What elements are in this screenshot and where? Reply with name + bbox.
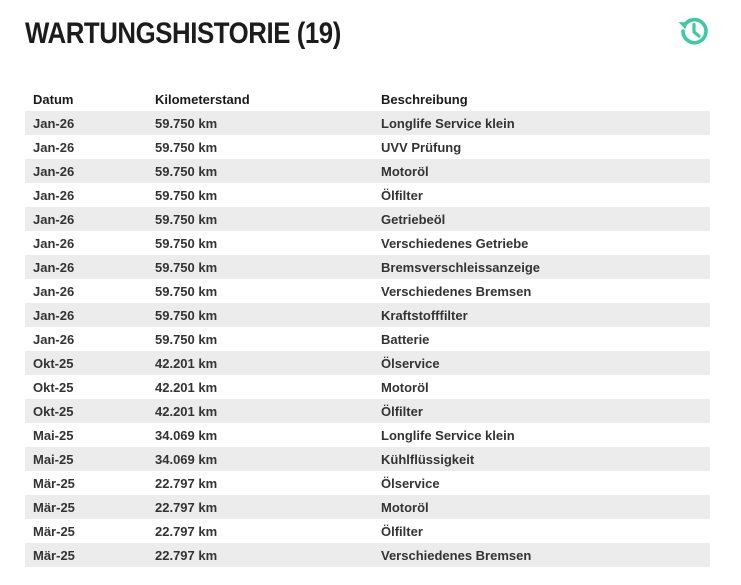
cell-description: Verschiedenes Bremsen bbox=[381, 547, 532, 563]
cell-mileage: 59.750 km bbox=[155, 187, 218, 203]
cell-mileage: 59.750 km bbox=[155, 163, 218, 179]
cell-description: Kühlflüssigkeit bbox=[381, 451, 475, 467]
cell-mileage: 59.750 km bbox=[155, 259, 218, 275]
table-row bbox=[25, 159, 710, 183]
table-row bbox=[25, 207, 710, 231]
cell-mileage: 59.750 km bbox=[155, 139, 218, 155]
cell-mileage: 22.797 km bbox=[155, 499, 218, 515]
cell-description: Kraftstofffilter bbox=[381, 307, 468, 323]
cell-description: Motoröl bbox=[381, 379, 429, 395]
table-row bbox=[25, 375, 710, 399]
table-row bbox=[25, 303, 710, 327]
cell-date: Okt-25 bbox=[33, 379, 74, 395]
cell-description: Motoröl bbox=[381, 163, 429, 179]
cell-date: Mär-25 bbox=[33, 547, 75, 563]
cell-date: Jan-26 bbox=[33, 283, 75, 299]
cell-date: Mär-25 bbox=[33, 499, 75, 515]
cell-mileage: 59.750 km bbox=[155, 307, 218, 323]
cell-date: Jan-26 bbox=[33, 187, 75, 203]
cell-description: Verschiedenes Bremsen bbox=[381, 283, 532, 299]
table-row bbox=[25, 495, 710, 519]
cell-mileage: 59.750 km bbox=[155, 115, 218, 131]
cell-description: Motoröl bbox=[381, 499, 429, 515]
cell-mileage: 34.069 km bbox=[155, 451, 218, 467]
table-row bbox=[25, 423, 710, 447]
table-row bbox=[25, 183, 710, 207]
cell-date: Jan-26 bbox=[33, 163, 75, 179]
cell-date: Jan-26 bbox=[33, 235, 75, 251]
cell-description: Ölservice bbox=[381, 355, 440, 371]
cell-mileage: 42.201 km bbox=[155, 403, 218, 419]
table-row bbox=[25, 543, 710, 567]
cell-date: Jan-26 bbox=[33, 307, 75, 323]
cell-date: Jan-26 bbox=[33, 211, 75, 227]
table-row bbox=[25, 255, 710, 279]
cell-description: Batterie bbox=[381, 331, 430, 347]
table-row bbox=[25, 327, 710, 351]
cell-description: Ölfilter bbox=[381, 523, 423, 539]
table-row bbox=[25, 471, 710, 495]
cell-description: Longlife Service klein bbox=[381, 115, 515, 131]
cell-mileage: 22.797 km bbox=[155, 475, 218, 491]
cell-mileage: 59.750 km bbox=[155, 331, 218, 347]
cell-date: Jan-26 bbox=[33, 115, 75, 131]
cell-description: Longlife Service klein bbox=[381, 427, 515, 443]
cell-description: Ölfilter bbox=[381, 403, 423, 419]
page-header bbox=[25, 14, 711, 54]
column-header-date: Datum bbox=[33, 91, 74, 107]
column-header-mileage: Kilometerstand bbox=[155, 91, 250, 107]
cell-date: Jan-26 bbox=[33, 139, 75, 155]
cell-date: Okt-25 bbox=[33, 355, 74, 371]
cell-description: Bremsverschleissanzeige bbox=[381, 259, 540, 275]
cell-mileage: 22.797 km bbox=[155, 523, 218, 539]
cell-date: Jan-26 bbox=[33, 259, 75, 275]
table-row bbox=[25, 399, 710, 423]
table-row bbox=[25, 351, 710, 375]
table-row bbox=[25, 135, 710, 159]
cell-description: Getriebeöl bbox=[381, 211, 446, 227]
table-row bbox=[25, 111, 710, 135]
history-icon[interactable] bbox=[677, 14, 711, 48]
cell-mileage: 42.201 km bbox=[155, 379, 218, 395]
cell-date: Mär-25 bbox=[33, 523, 75, 539]
maintenance-history-table bbox=[25, 87, 710, 567]
cell-description: Ölfilter bbox=[381, 187, 423, 203]
table-body bbox=[25, 111, 710, 567]
cell-date: Mär-25 bbox=[33, 475, 75, 491]
table-row bbox=[25, 447, 710, 471]
cell-mileage: 42.201 km bbox=[155, 355, 218, 371]
column-header-description: Beschreibung bbox=[381, 91, 468, 107]
cell-description: Verschiedenes Getriebe bbox=[381, 235, 529, 251]
cell-description: UVV Prüfung bbox=[381, 139, 462, 155]
cell-mileage: 59.750 km bbox=[155, 211, 218, 227]
cell-mileage: 59.750 km bbox=[155, 283, 218, 299]
cell-mileage: 34.069 km bbox=[155, 427, 218, 443]
cell-date: Jan-26 bbox=[33, 331, 75, 347]
cell-date: Mai-25 bbox=[33, 427, 74, 443]
cell-date: Okt-25 bbox=[33, 403, 74, 419]
cell-mileage: 22.797 km bbox=[155, 547, 218, 563]
cell-description: Ölservice bbox=[381, 475, 440, 491]
table-header-row bbox=[25, 87, 710, 111]
table-row bbox=[25, 231, 710, 255]
page-title: WARTUNGSHISTORIE (19) bbox=[25, 17, 341, 50]
cell-mileage: 59.750 km bbox=[155, 235, 218, 251]
table-row bbox=[25, 279, 710, 303]
cell-date: Mai-25 bbox=[33, 451, 74, 467]
table-row bbox=[25, 519, 710, 543]
